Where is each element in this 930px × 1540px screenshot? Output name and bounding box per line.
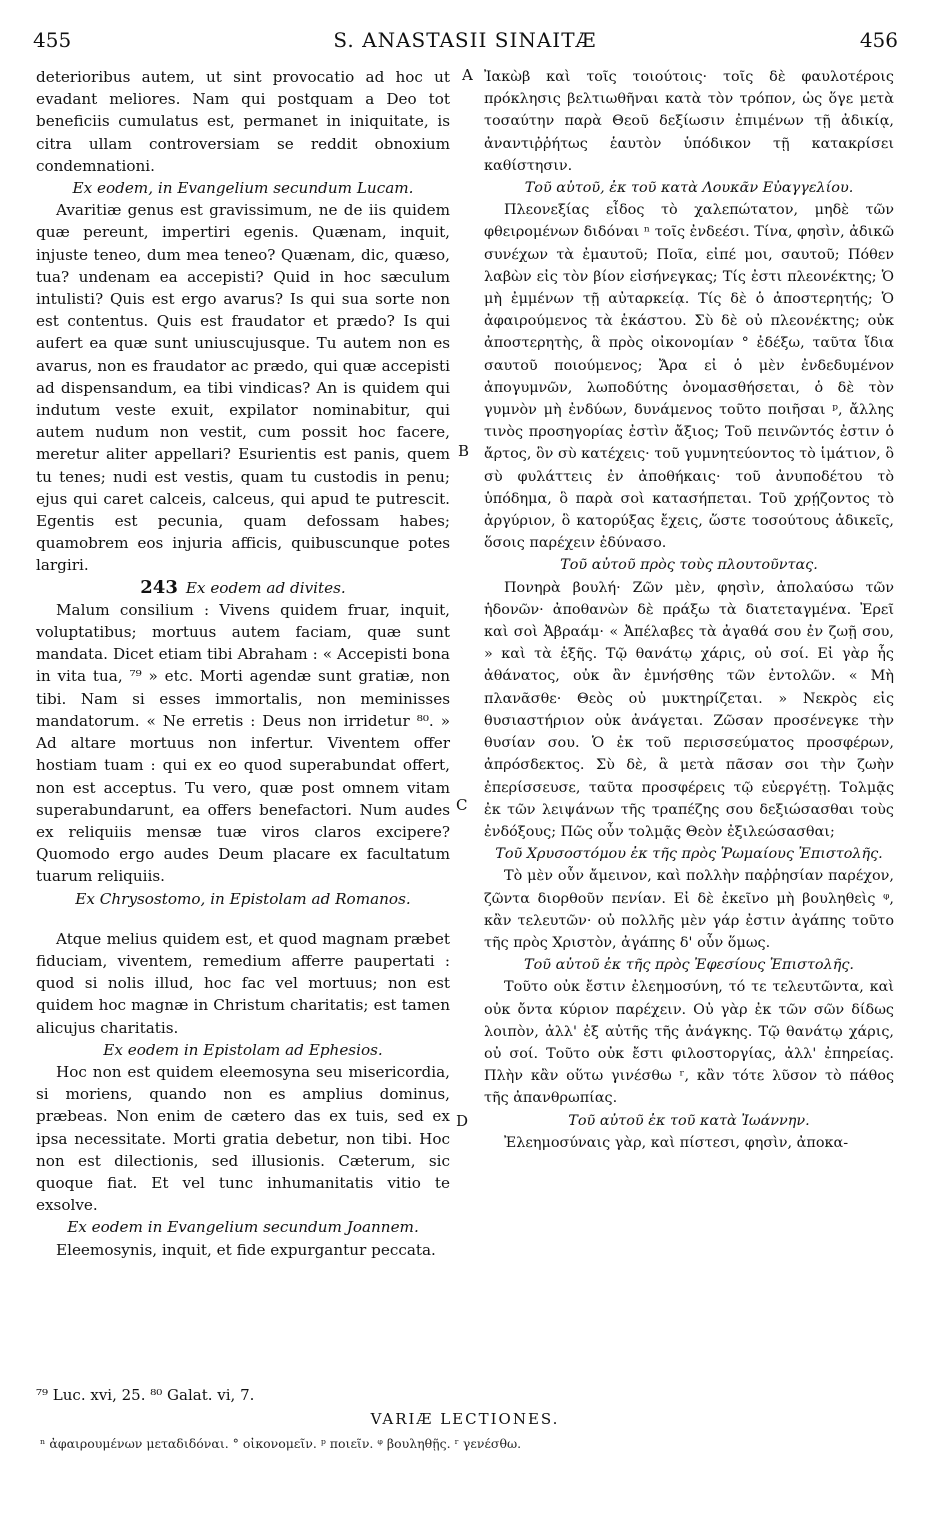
section-number: 243 [140,576,178,598]
section-heading: Ex eodem, in Evangelium secundum Lucam. [72,179,414,198]
section-heading: Τοῦ Χρυσοστόμου ἐκ τῆς πρὸς Ῥωμαίους Ἐπιστολῆς. [495,846,883,863]
section-heading: Ex Chrysostomo, in Epistolam ad Romanos. [75,889,411,908]
paragraph: Avaritiæ genus est gravissimum, ne de iis quidem quæ pereunt, impertiri egenis. Quænam, inquit, injuste teneo, dum mea teneo? Quænam, dic, quæso, tua? undenam ea accepisti? Quid in hoc sæculum intulisti? Quis est ergo avarus? Is qui sua sorte non est contentus. Quis est fraudator et prædo? Is qui aufert ea quæ sunt uniuscujusque. Tu autem non es avarus, non es fraudator ac prædo, qui quæ accepisti ad dispensandum, ea tibi vindicas? An is quidem qui indutum veste exuit, expilator nominabitur, qui autem nudum non vestit, cum possit hoc facere, meretur aliter appellari? Esurientis est panis, quem tu tenes; nudi est vestis, quam tu custodis in penu; ejus qui caret calceis, calceus, qui apud te putrescit. Egentis est pecunia, quam defossam habes; quamobrem eos injuria afficis, quibuscunque potes largiri. [36,201,450,575]
running-title: S. ANASTASII SINAITÆ [333,28,597,52]
page-number-left: 455 [33,28,72,52]
paragraph: Πλεονεξίας εἶδος τὸ χαλεπώτατον, μηδὲ τῶν φθειρομένων διδόναι ⁿ τοῖς ἐνδεέσι. Τίνα, φησὶν, ἀδικῶ συνέχων τὰ ἐμαυτοῦ; Ποῖα, εἰπέ μοι, σαυτοῦ; Πόθεν λαβὼν εἰς τὸν βίον εἰσήνεγκας; Τίς ἐστι πλεονέκτης; Ὁ μὴ ἐμμένων τῇ αὐταρκείᾳ. Τίς δὲ ὁ ἀποστερητής; Ὁ ἀφαιρούμενος τὰ ἑκάστου. Σὺ δὲ οὐ πλεονέκτης; οὐκ ἀποστερητὴς, ἃ πρὸς οἰκονομίαν ° ἐδέξω, ταῦτα ἴδια σαυτοῦ ποιούμενος; Ἄρα εἰ ὁ μὲν ἐνδεδυμένον ἀπογυμνῶν, λωποδύτης ὀνομασθήσεται, ὁ δὲ τὸν γυμνὸν μὴ ἐνδύων, δυνάμενος τοῦτο ποιῆσαι ᵖ, ἄλλης τινὸς προσηγορίας ἐστὶν ἄξιος; Τοῦ πεινῶντός ἐστιν ὁ ἄρτος, ὃν σὺ κατέχεις· τοῦ γυμνητεύοντος τὸ ἱμάτιον, ὃ σὺ φυλάττεις ἐν ἀποθήκαις· τοῦ ἀνυποδέτου τὸ ὑπόδημα, ὃ παρὰ σοὶ κατασήπεται. Τοῦ χρῄζοντος τὸ ἀργύριον, ὃ κατορύξας ἔχεις, ὥστε τοσούτους ἀδικεῖς, ὅσοις παρέχειν ἐδύνασο. [484,202,894,552]
section-heading: Τοῦ αὐτοῦ ἐκ τοῦ κατὰ Ἰωάννην. [568,1112,810,1129]
section-heading: Τοῦ αὐτοῦ, ἐκ τοῦ κατὰ Λουκᾶν Εὐαγγελίου. [524,180,854,197]
variae-lectiones-text: ⁿ ἀφαιρουμένων μεταδιδόναι. ° οἰκονομεῖν. ᵖ ποιεῖν. ᵠ βουληθῇς. ʳ γενέσθω. [40,1436,522,1451]
variae-lectiones-heading: VARIÆ LECTIONES. [370,1410,560,1428]
paragraph: Hoc non est quidem eleemosyna seu misericordia, si moriens, quando non es amplius dominus, præbeas. Non enim de cætero das ex tuis, sed ex ipsa necessitate. Morti gratia debetur, non tibi. Hoc non est dilectionis, sed illusionis. Cæterum, sic quoque fiat. Et vel tunc inhumanitatis vitio te exsolve. [36,1062,450,1215]
running-header [0,28,930,56]
paragraph: Τοῦτο οὐκ ἔστιν ἐλεημοσύνη, τό τε τελευτῶντα, καὶ οὐκ ὄντα κύριον παρέχειν. Οὐ γὰρ ἐκ τῶν σῶν δίδως λοιπὸν, ἀλλ' ἐξ αὐτῆς τῆς ἀνάγκης. Τῷ θανάτῳ χάρις, οὐ σοί. Τοῦτο οὐκ ἔστι φιλοστοργίας, ἀλλ' ἐπηρείας. Πλὴν κἂν οὕτω γινέσθω ʳ, κἂν τότε λῦσον τὸ πάθος τῆς ἀπανθρωπίας. [484,979,894,1107]
section-heading: Τοῦ αὐτοῦ πρὸς τοὺς πλουτοῦντας. [560,557,818,574]
margin-letter-c: C [456,796,468,814]
numbered-section-heading [36,577,450,599]
latin-column [36,66,450,1261]
paragraph: Atque melius quidem est, et quod magnam præbet fiduciam, viventem, remedium afferre paupertati : quod si nolis illud, hoc fac vel mortuus; non est quidem hoc magnæ in Christum charitatis; est tamen alicujus charitatis. [36,929,450,1037]
paragraph: Ἐλεημοσύναις γὰρ, καὶ πίστεσι, φησὶν, ἀποκα- [504,1134,849,1151]
margin-letter-b: B [458,442,470,460]
section-heading: Ex eodem in Epistolam ad Ephesios. [103,1040,383,1059]
greek-column [484,66,894,1154]
spacer [36,910,450,928]
paragraph: Τὸ μὲν οὖν ἄμεινον, καὶ πολλὴν παῤῥησίαν παρέχον, ζῶντα διορθοῦν πενίαν. Εἰ δὲ ἐκεῖνο μὴ βουληθεὶς ᵠ, κἂν τελευτῶν· οὐ πολλῆς μὲν γάρ ἐστιν ἀγάπης τοῦτο τῆς πρὸς Χριστὸν, ἀγάπης δ' οὖν ὅμως. [484,868,894,951]
footnotes: ⁷⁹ Luc. xvi, 25. ⁸⁰ Galat. vi, 7. [36,1386,255,1404]
paragraph: Πονηρὰ βουλή· Ζῶν μὲν, φησὶν, ἀπολαύσω τῶν ἡδονῶν· ἀποθανὼν δὲ πράξω τὰ διατεταγμένα. Ἐρεῖ καὶ σοὶ Ἀβραάμ· « Ἀπέλαβες τὰ ἀγαθά σου ἐν ζωῇ σου, » καὶ τὰ ἑξῆς. Τῷ θανάτῳ χάρις, οὐ σοί. Εἰ γὰρ ἧς ἀθάνατος, οὐκ ἂν ἐμνήσθης τῶν ἐντολῶν. « Μὴ πλανᾶσθε· Θεὸς οὐ μυκτηρίζεται. » Νεκρὸς εἰς θυσιαστήριον οὐκ ἀνάγεται. Ζῶσαν προσένεγκε τὴν θυσίαν σου. Ὁ ἐκ τοῦ περισσεύματος προσφέρων, ἀπρόσδεκτος. Σὺ δὲ, ἃ μετὰ πᾶσαν σοι τὴν ζωὴν ἐπερίσσευσε, ταῦτα προσφέρεις τῷ εὐεργέτῃ. Τολμᾷς ἐκ τῶν λειψάνων τῆς τραπέζης σου δεξιώσασθαι τοὺς ἐνδόξους; Πῶς οὖν τολμᾷς Θεὸν ἐξιλεώσασθαι; [484,579,894,840]
margin-letter-d: D [456,1112,469,1130]
section-heading: Τοῦ αὐτοῦ ἐκ τῆς πρὸς Ἐφεσίους Ἐπιστολῆς. [524,957,854,974]
section-heading: Ex eodem in Evangelium secundum Joannem. [67,1218,419,1237]
paragraph: Ἰακὼβ καὶ τοῖς τοιούτοις· τοῖς δὲ φαυλοτέροις πρόκλησις βελτιωθῆναι κατὰ τὸν τρόπον, ὡς ὅγε μετὰ τοσαύτην παρὰ Θεοῦ δεξίωσιν ἐπιμένων τῇ ἀδικίᾳ, ἀναντιῤῥήτως ἑαυτὸν ὑπόδικον τῇ κατακρίσει καθίστησιν. [484,69,894,174]
paragraph: deterioribus autem, ut sint provocatio ad hoc ut evadant meliores. Nam qui postquam a Deo tot beneficiis cumulatus est, permanet in iniquitate, is citra ullam controversiam se reddit obnoxium condemnationi. [36,68,450,175]
paragraph: Eleemosynis, inquit, et fide expurgantur peccata. [56,1240,436,1259]
margin-letter-a: A [462,66,473,84]
section-heading-text: Ex eodem ad divites. [185,578,346,597]
page-number-right: 456 [859,28,898,52]
paragraph: Malum consilium : Vivens quidem fruar, inquit, voluptatibus; mortuus autem faciam, quæ sunt mandata. Dicet etiam tibi Abraham : « Accepisti bona in vita tua, ⁷⁹ » etc. Morti agendæ sunt gratiæ, non tibi. Nam si esses immortalis, non meminisses mandatorum. « Ne erretis : Deus non irridetur ⁸⁰. » Ad altare mortuus non infertur. Viventem offer hostiam tuam : qui ex eo quod superabundat offert, non est acceptus. Tu vero, quæ post omnem vitam superabundarunt, ea offers benefactori. Num audes ex reliquiis mensæ tuæ viros claros excipere? Quomodo ergo audes Deum placare ex facultatum tuarum reliquiis. [36,600,450,886]
